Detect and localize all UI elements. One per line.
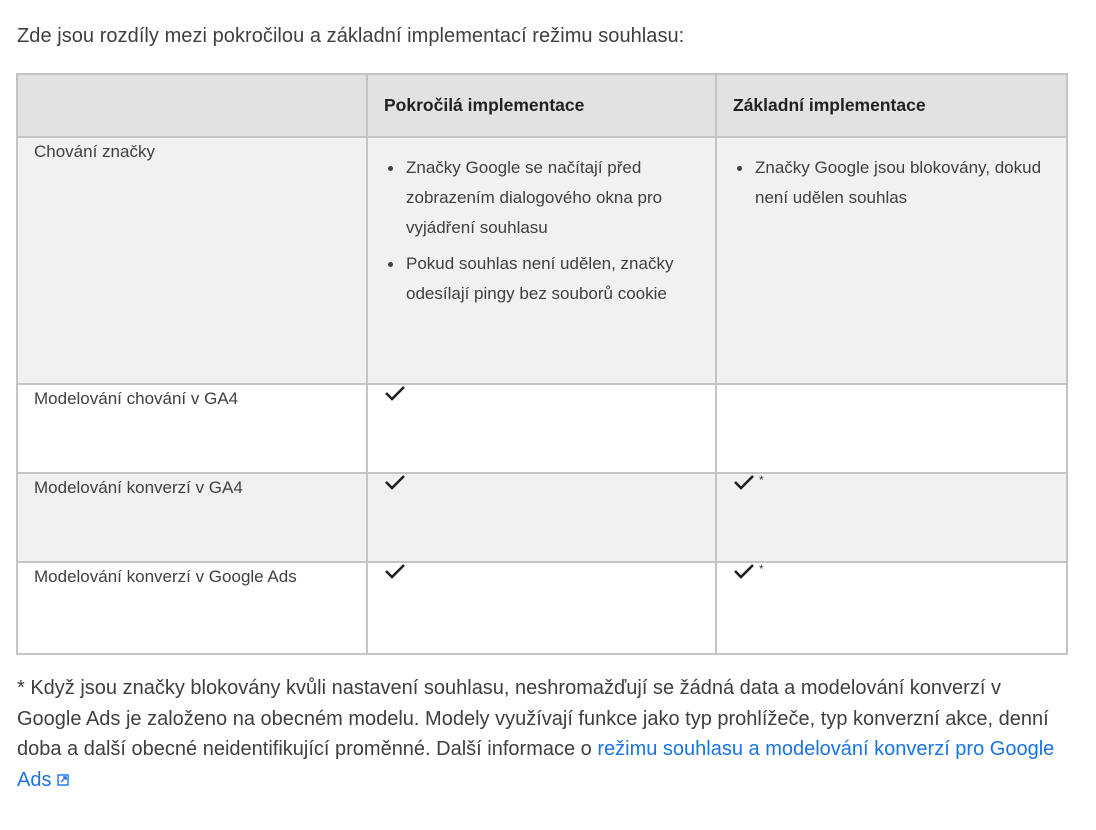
list-item: Pokud souhlas není udělen, značky odesílají pingy bez souborů cookie	[406, 249, 699, 309]
bullet-list	[733, 153, 1050, 213]
cell-advanced	[367, 562, 716, 654]
cell-advanced	[367, 473, 716, 562]
intro-text: Zde jsou rozdíly mezi pokročilou a základní implementací režimu souhlasu:	[17, 25, 685, 47]
check-icon	[733, 563, 755, 579]
list-item: Značky Google jsou blokovány, dokud není udělen souhlas	[755, 153, 1050, 213]
row-label: Modelování konverzí v GA4	[17, 473, 367, 562]
footnote-text: * Když jsou značky blokovány kvůli nastavení souhlasu, neshromažďují se žádná data a modelování konverzí v Google Ads je založeno na obecném modelu. Modely využívají funkce jako typ prohlížeče, typ konverzní akce, denní doba a další obecné neidentifikující proměnné. Další informace o	[17, 677, 1049, 760]
check-icon	[384, 474, 406, 490]
table-header-row	[17, 74, 1067, 137]
comparison-table	[16, 73, 1068, 655]
header-empty	[17, 74, 367, 137]
footnote	[17, 673, 1067, 795]
table-row	[17, 562, 1067, 654]
cell-basic	[716, 384, 1067, 473]
cell-basic	[716, 137, 1067, 384]
cell-advanced	[367, 137, 716, 384]
list-item: Značky Google se načítají před zobrazením dialogového okna pro vyjádření souhlasu	[406, 153, 699, 243]
header-advanced: Pokročilá implementace	[367, 74, 716, 137]
cell-advanced	[367, 384, 716, 473]
check-icon	[384, 385, 406, 401]
check-icon	[733, 474, 755, 490]
header-basic: Základní implementace	[716, 74, 1067, 137]
table-row	[17, 473, 1067, 562]
link-text: režimu souhlasu a modelování konverzí pro Google Ads	[17, 738, 1055, 791]
cell-basic	[716, 562, 1067, 654]
footnote-marker: *	[759, 473, 764, 487]
row-label: Chování značky	[17, 137, 367, 384]
footnote-marker: *	[759, 562, 764, 576]
external-link-icon	[57, 774, 69, 786]
table-row	[17, 384, 1067, 473]
table-row	[17, 137, 1067, 384]
bullet-list	[384, 153, 699, 309]
row-label: Modelování chování v GA4	[17, 384, 367, 473]
row-label: Modelování konverzí v Google Ads	[17, 562, 367, 654]
check-icon	[384, 563, 406, 579]
cell-basic	[716, 473, 1067, 562]
